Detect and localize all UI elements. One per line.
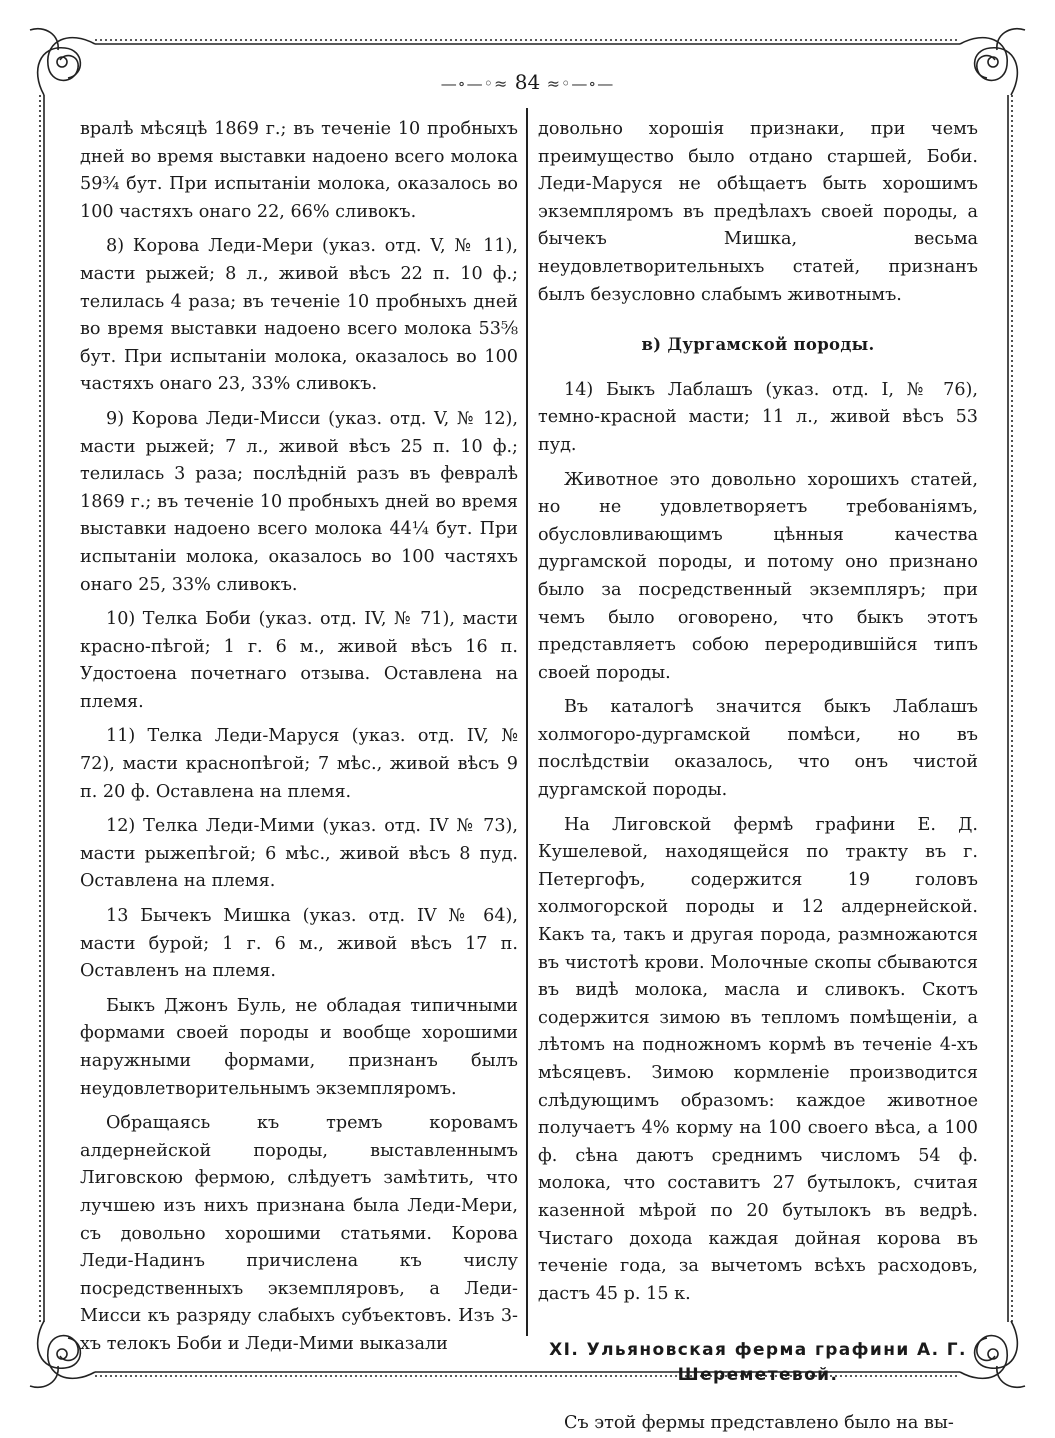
page-number: 84 [514,70,541,94]
paragraph: На Лиговской фермѣ графини Е. Д. Кушелевой, находящейся по тракту въ г. Петергофъ, содержится 19 головъ холмогорской породы и 12 алдернейской. Какъ та, такъ и другая порода, размножаются въ чистотѣ крови. Молочные скопы сбываются въ видѣ молока, масла и сливокъ. Скотъ содержится зимою въ тепломъ помѣщеніи, а лѣтомъ на подножномъ кормѣ въ теченіе 4-хъ мѣсяцевъ. Зимою кормленіе производится слѣдующимъ образомъ: каждое животное получаетъ 4% корму на 100 своего вѣса, а 100 ф. сѣна даютъ среднимъ числомъ 54 ф. молока, что составитъ 27 бутылокъ, считая казенной мѣрой по 20 бутылокъ въ ведрѣ. Чистаго дохода каждая дойная корова въ теченіе года, за вычетомъ всѣхъ расходовъ, дастъ 45 р. 15 к. [538,814,978,1304]
paragraph: Животное это довольно хорошихъ статей, но не удовлетворяетъ требованіямъ, обусловливающимъ цѣнныя качества дургамской породы, и потому оно признано было за посредственный экземпляръ; при чемъ было оговорено, что быкъ этотъ представляетъ собою переродившійся типъ своей породы. [538,469,978,683]
paragraph: 10) Телка Боби (указ. отд. IV, № 71), масти красно-пѣгой; 1 г. 6 м., живой вѣсъ 16 п. Удостоена почетнаго отзыва. Оставлена на племя. [80,609,518,712]
section-heading: XI. Ульяновская ферма графини А. Г. Шереметевой. [549,1340,967,1386]
paragraph: 8) Корова Леди-Мери (указ. отд. V, № 11), масти рыжей; 8 л., живой вѣсъ 22 п. 10 ф.; телилась 4 раза; въ теченіе 10 пробныхъ дней во время выставки надоено всего молока 53⅝ бут. При испытаніи молока, оказалось во 100 частяхъ онаго 23, 33% сливокъ. [80,236,518,395]
paragraph: Съ этой фермы представлено было на вы- [564,1413,954,1434]
paragraph: 14) Быкъ Лаблашъ (указ. отд. I, № 76), темно-красной масти; 11 л., живой вѣсъ 53 пуд. [538,379,978,455]
paragraph: 9) Корова Леди-Мисси (указ. отд. V, № 12), масти рыжей; 7 л., живой вѣсъ 25 п. 10 ф.; телилась 3 раза; послѣдній разъ въ февралѣ 1869 г.; въ теченіе 10 пробныхъ дней во время выставки надоено всего молока 44¼ бут. При испытаніи молока, оказалось во 100 частяхъ онаго 25, 33% сливокъ. [80,408,518,595]
paragraph: 11) Телка Леди-Маруся (указ. отд. IV, № 72), масти краснопѣгой; 7 мѣс., живой вѣсъ 9 п. 20 ф. Оставлена на племя. [80,726,518,802]
column-divider [526,108,528,1336]
paragraph: 12) Телка Леди-Мими (указ. отд. IV № 73), масти рыжепѣгой; 6 мѣс., живой вѣсъ 8 пуд. Оставлена на племя. [80,816,518,892]
right-column [538,116,978,1438]
paragraph: Быкъ Джонъ Буль, не обладая типичными формами своей породы и вообще хорошими наружными формами, признанъ былъ неудовлетворительнымъ экземпляромъ. [80,995,518,1099]
paragraph: 13 Бычекъ Мишка (указ. отд. IV № 64), масти бурой; 1 г. 6 м., живой вѣсъ 17 п. Оставленъ на племя. [80,906,518,982]
paragraph: довольно хорошія признаки, при чемъ преимущество было отдано старшей, Боби. Леди-Маруся не обѣщаетъ быть хорошимъ экземпляромъ въ предѣлахъ своей породы, а бычекъ Мишка, весьма неудовлетворительныхъ статей, признанъ былъ безусловно слабымъ животнымъ. [538,119,978,305]
subsection-heading: в) Дургамской породы. [641,335,875,355]
paragraph: Въ каталогѣ значится быкъ Лаблашъ холмогоро-дургамской помѣси, но въ послѣдствіи оказалось, что онъ чистой дургамской породы. [538,697,978,801]
paragraph: Обращаясь къ тремъ коровамъ алдернейской породы, выставленнымъ Лиговскою фермою, слѣдуетъ замѣтить, что лучшею изъ нихъ признана была Леди-Мери, съ довольно хорошими статьями. Корова Леди-Надинъ причислена къ числу посредственныхъ экземпляровъ, а Леди-Мисси къ разряду слабыхъ субъектовъ. Изъ 3-хъ телокъ Боби и Леди-Мими выказали [80,1113,518,1354]
right-ornament-icon: ≈◦—∘— [546,74,615,93]
left-column [80,116,518,1359]
page-number-header [0,70,1055,94]
paragraph: вралѣ мѣсяцѣ 1869 г.; въ теченіе 10 пробныхъ дней во время выставки надоено всего молока 59¾ бут. При испытаніи молока, оказалось во 100 частяхъ онаго 22, 66% сливокъ. [80,119,518,222]
left-ornament-icon: —∘—◦≈ [440,74,509,93]
